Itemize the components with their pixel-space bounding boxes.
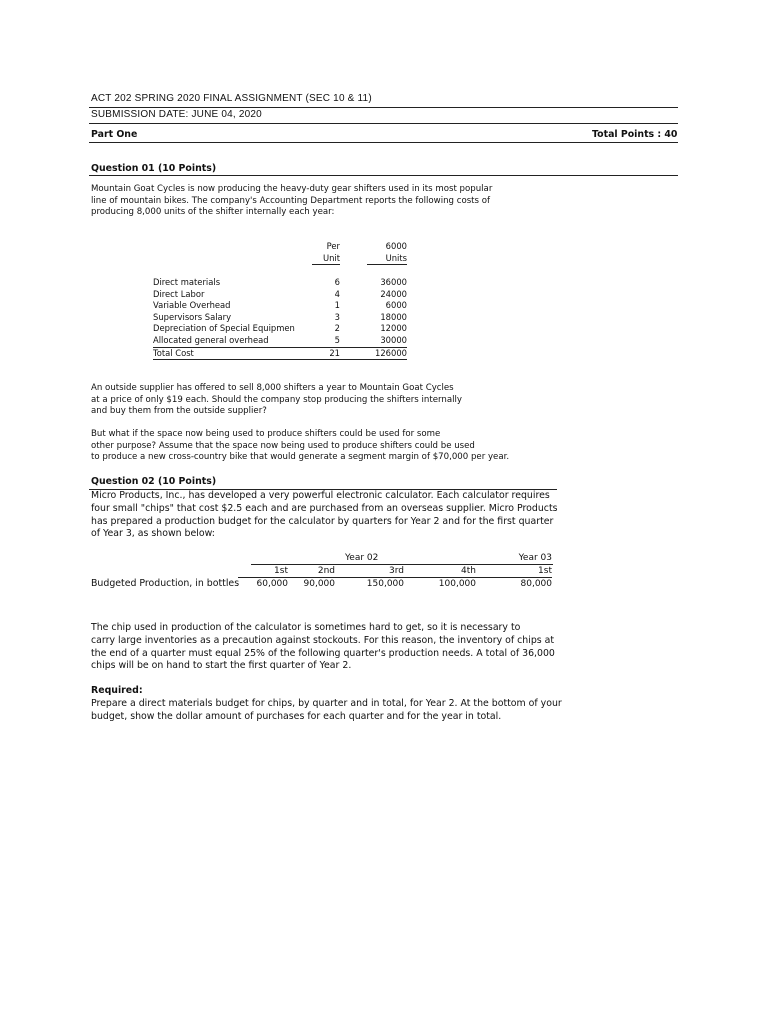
- table-row: [153, 289, 407, 301]
- question-2-paragraph-2: The chip used in production of the calculator is sometimes hard to get, so it is necessary to carry large inventories as a precaution against stockouts. For this reason, the inventory of chips at the end of a quarter must equal 25% of the following quarter's production needs. A total of 36,000 chips will be on hand to start the first quarter of Year 2.: [91, 622, 555, 672]
- assignment-title: ACT 202 SPRING 2020 FINAL ASSIGNMENT (SEC 10 & 11): [91, 93, 372, 104]
- total-label: Total Cost: [153, 347, 194, 358]
- per-unit-header: Per Unit: [322, 241, 340, 263]
- question-1-title: Question 01 (10 Points): [91, 163, 217, 174]
- part-divider: [89, 142, 678, 143]
- header-divider: [89, 107, 678, 108]
- per-unit-cost: 3: [334, 311, 340, 322]
- question-1-divider: [89, 175, 678, 176]
- table-row: [153, 312, 407, 324]
- per-unit-total: 21: [329, 347, 340, 358]
- per-unit-cost: 6: [334, 277, 340, 287]
- quarter-header: 1st: [274, 566, 288, 576]
- table-row: [238, 578, 552, 591]
- year-3-header: Year 03: [518, 553, 552, 563]
- total-cost: 36000: [380, 277, 407, 287]
- per-unit-cost: 2: [334, 323, 340, 334]
- production-value: 90,000: [303, 579, 335, 589]
- quarter-header: 4th: [461, 566, 476, 576]
- cost-label: Variable Overhead: [153, 300, 231, 311]
- per-unit-cost: 4: [334, 288, 340, 299]
- total-cost: 6000: [385, 300, 407, 311]
- question-2-title: Question 02 (10 Points): [91, 476, 217, 487]
- cost-label: Depreciation of Special Equipmen: [153, 323, 295, 334]
- table-total-row: [153, 347, 407, 360]
- required-text: Prepare a direct materials budget for chips, by quarter and in total, for Year 2. At the bottom of your budget, show the dollar amount of purchases for each quarter and for the year in total.: [91, 698, 562, 722]
- production-value: 60,000: [256, 579, 288, 589]
- question-1-paragraph-3: But what if the space now being used to produce shifters could be used for some other purpose? Assume that the space now being used to produce shifters could be used to produce a new cross-country bike that would generate a segment margin of $70,000 per year.: [91, 429, 510, 463]
- table-row: [153, 323, 407, 335]
- total-cost: 18000: [380, 311, 407, 322]
- units-header: 6000 Units: [385, 241, 407, 263]
- production-row-label: Budgeted Production, in bottles: [91, 578, 240, 589]
- table-row: [153, 335, 407, 347]
- question-2-intro: Micro Products, Inc., has developed a very powerful electronic calculator. Each calculator requires four small "chips" that cost $2.5 each and are purchased from an overseas supplier. Micro Products has prepared a production budget for the calculator by quarters for Year 2 and for the first quarter of Year 3, as shown below:: [91, 490, 558, 540]
- grand-total: 126000: [375, 347, 407, 358]
- cost-label: Allocated general overhead: [153, 334, 269, 345]
- quarter-header: 3rd: [389, 566, 404, 576]
- cost-table: [153, 277, 407, 360]
- table-row: [153, 277, 407, 289]
- table-row: [153, 300, 407, 312]
- question-1-intro: Mountain Goat Cycles is now producing the heavy-duty gear shifters used in its most popular line of mountain bikes. The company's Accounting Department reports the following costs of producing 8,000 units of the shifter internally each year:: [91, 184, 493, 218]
- cost-label: Direct Labor: [153, 288, 205, 299]
- question-1-paragraph-2: An outside supplier has offered to sell 8,000 shifters a year to Mountain Goat Cycles at a price of only $19 each. Should the company stop producing the shifters internally and buy them from the outside supplier?: [91, 383, 462, 417]
- per-unit-header-underline: [312, 264, 340, 265]
- total-cost: 30000: [380, 334, 407, 345]
- total-points: Total Points : 40: [592, 129, 678, 140]
- total-cost: 12000: [380, 323, 407, 334]
- production-budget-table: [238, 565, 552, 590]
- per-unit-cost: 1: [334, 300, 340, 311]
- cost-label: Direct materials: [153, 277, 221, 287]
- required-label: Required:: [91, 685, 143, 696]
- per-unit-cost: 5: [334, 334, 340, 345]
- part-title: Part One: [91, 129, 138, 140]
- cost-label: Supervisors Salary: [153, 311, 232, 322]
- quarter-header: 2nd: [317, 566, 335, 576]
- production-value: 150,000: [366, 579, 404, 589]
- units-header-underline: [367, 264, 407, 265]
- total-cost: 24000: [380, 288, 407, 299]
- quarter-header: 1st: [538, 566, 552, 576]
- header-divider: [89, 123, 678, 124]
- production-value: 80,000: [520, 579, 552, 589]
- year-2-header: Year 02: [345, 553, 379, 563]
- production-value: 100,000: [438, 579, 476, 589]
- quarter-header-row: [238, 565, 552, 578]
- submission-date: SUBMISSION DATE: JUNE 04, 2020: [91, 109, 262, 120]
